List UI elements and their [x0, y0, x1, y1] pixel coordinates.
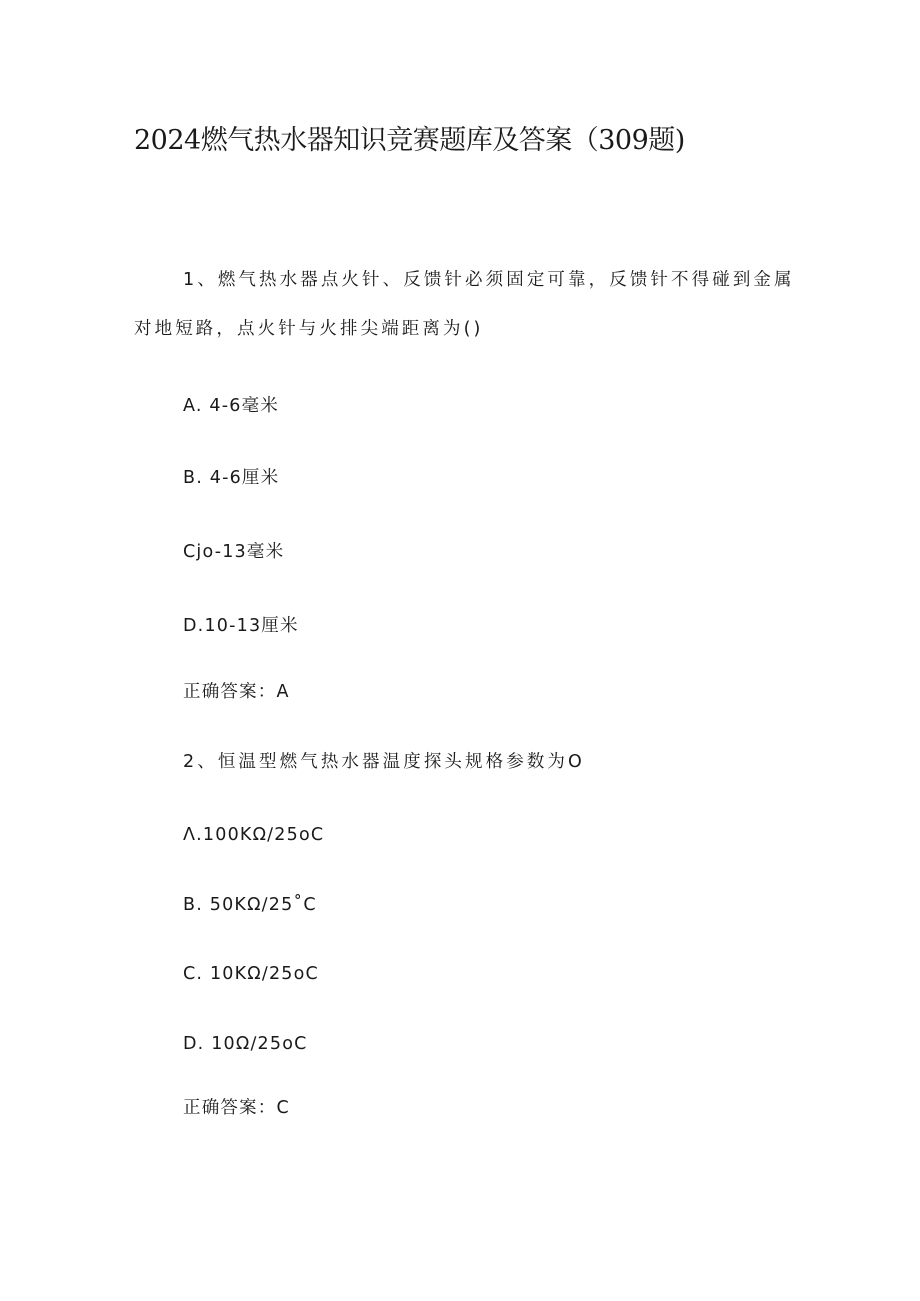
question-1-stem-line-1: 1、燃气热水器点火针、反馈针必须固定可靠，反馈针不得碰到金属 [183, 270, 795, 290]
question-2-option-a: Λ.100KΩ∕25oC [183, 825, 325, 845]
question-2-option-d: D. 10Ω∕25oC [183, 1034, 308, 1054]
question-1-option-c: Cjo-13毫米 [183, 542, 285, 562]
question-2-option-c: C. 10KΩ∕25oC [183, 964, 319, 984]
question-1-option-d: D.10-13厘米 [183, 616, 299, 636]
question-1-option-b: B. 4-6厘米 [183, 468, 280, 488]
question-1-stem-line-2: 对地短路，点火针与火排尖端距离为() [134, 319, 484, 339]
question-1-answer: 正确答案：A [183, 682, 290, 702]
question-1-option-a: A. 4-6毫米 [183, 396, 279, 416]
question-2-stem-line-1: 2、恒温型燃气热水器温度探头规格参数为O [183, 752, 585, 772]
question-2-answer: 正确答案：C [183, 1098, 290, 1118]
document-title: 2024燃气热水器知识竞赛题库及答案（309题) [134, 125, 685, 156]
question-2-option-b: B. 50KΩ∕25˚C [183, 895, 317, 915]
